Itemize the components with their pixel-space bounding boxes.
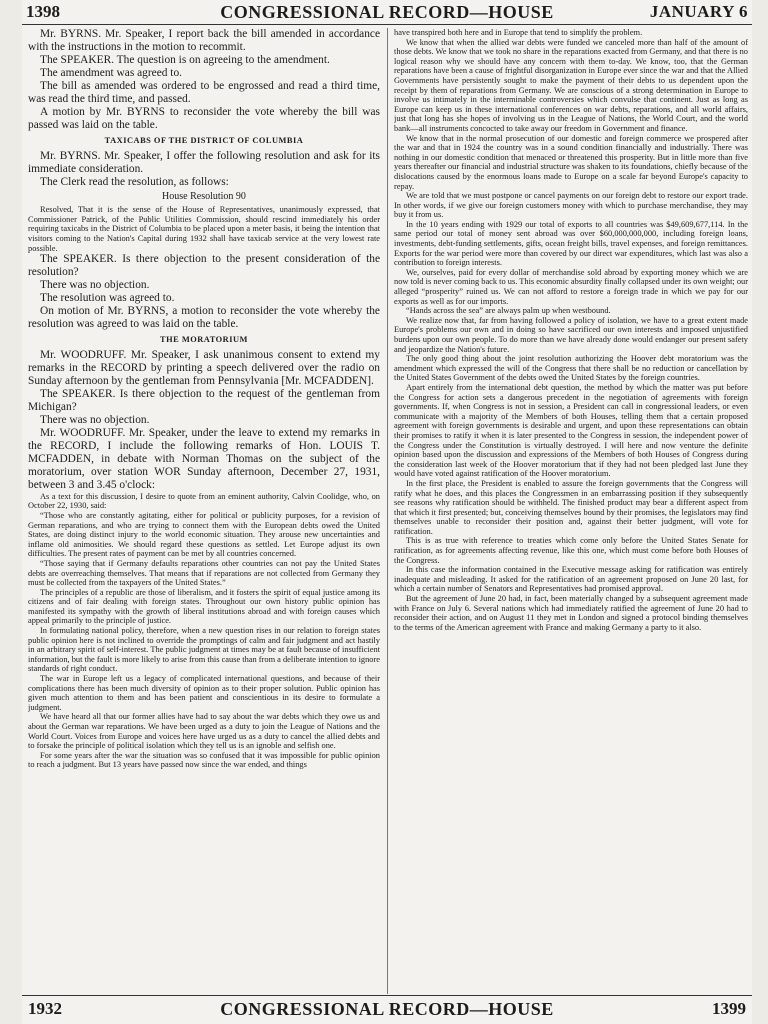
paragraph: “Hands across the sea” are always palm up when westbound. xyxy=(406,306,611,316)
paragraph: For some years after the war the situation was so confused that it was impossible for public opinion to reach a judgment. But 13 years have passed now since the war ended, and things xyxy=(28,750,380,770)
paragraph: have transpired both here and in Europe that tend to simplify the problem. xyxy=(394,28,643,37)
section-heading: THE MORATORIUM xyxy=(160,335,248,345)
paragraph: The principles of a republic are those of liberalism, and it fosters the spirit of equal justice among its citizens and of fair dealing with foreign states. Throughout our own history public opinion has manifested its sympathy with the growth of liberal institutions abroad and with foreign causes which appeal primarily to the principle of justice. xyxy=(28,587,380,626)
paragraph: This is as true with reference to treaties which come only before the United States Senate for ratification, as for agreements affecting revenue, like this one, which must come before both Houses of the Congress. xyxy=(394,536,748,565)
right-column xyxy=(394,28,748,994)
document-page xyxy=(22,0,752,1024)
paragraph: The SPEAKER. Is there objection to the request of the gentleman from Michigan? xyxy=(28,387,380,413)
footer-year: 1932 xyxy=(28,999,62,1018)
paragraph: The amendment was agreed to. xyxy=(40,67,183,79)
paragraph: On motion of Mr. BYRNS, a motion to reconsider the vote whereby the resolution was agreed to was laid on the table. xyxy=(28,305,380,331)
paragraph: There was no objection. xyxy=(40,413,150,426)
paragraph: We have heard all that our former allies have had to say about the war debts which they owe us and about the German war reparations. We have been urged as a duty to join the League of Nations and the World Court. Voices from Europe and voices here have urged us as a duty to cancel the allied debts and to forsake the principle of political isolation which they tell us is an ignoble and selfish one. xyxy=(28,712,380,751)
footer-title: CONGRESSIONAL RECORD—HOUSE xyxy=(220,999,554,1019)
section-heading: TAXICABS OF THE DISTRICT OF COLUMBIA xyxy=(104,136,304,145)
left-column xyxy=(28,28,380,994)
page-footer xyxy=(22,995,752,1024)
paragraph: Mr. WOODRUFF. Mr. Speaker, under the leave to extend my remarks in the RECORD, I include the following remarks of Hon. LOUIS T. MCFADDEN, in debate with Norman Thomas on the subject of the moratorium, over station WOR Sunday afternoon, December 27, 1931, between 3 and 3.45 o'clock: xyxy=(28,426,380,491)
paragraph: There was no objection. xyxy=(40,279,150,292)
paragraph: We are told that we must postpone or cancel payments on our foreign debt to restore our export trade. In other words, if we give our foreign customers money with which to purchase merchandise, they may buy it from us. xyxy=(394,191,748,220)
footer-page-number: 1399 xyxy=(712,999,746,1018)
paragraph: We, ourselves, paid for every dollar of merchandise sold abroad by exporting money which we are now told is never coming back to us. This economic absurdity finally collapsed under its own weight; our alleged “prosperity” ruined us. We can not afford to restore a foreign trade in which we pay for our exports as well as for our imports. xyxy=(394,267,748,306)
paragraph: Mr. BYRNS. Mr. Speaker, I offer the following resolution and ask for its immediate consideration. xyxy=(28,149,380,175)
paragraph: Mr. BYRNS. Mr. Speaker, I report back the bill amended in accordance with the instructions in the motion to recommit. xyxy=(28,28,380,53)
resolution-heading: House Resolution 90 xyxy=(162,190,246,202)
paragraph: In the first place, the President is enabled to assure the foreign governments that the Congress will ratify what he does, and this places the Congressmen in an embarrassing position if they subsequently see reasons why ratification should be withheld. The finished product may bear a different aspect from that which it first presented; but, conceiving themselves bound by their promises, the legislators may find themselves unable to reconsider their position and, against their better judgment, will vote for ratification. xyxy=(394,478,748,536)
paragraph: Resolved, That it is the sense of the House of Representatives, unanimously expressed, that Commissioner Patrick, of the Public Utilities Commission, should rescind immediately his order requiring taxicabs in the District of Columbia to be placed upon a meter basis, it being the intention that visitors coming to the Nation's Capital during 1932 shall have taxicab service at the very lowest rate possible. xyxy=(28,205,380,253)
paragraph: We know that in the normal prosecution of our domestic and foreign commerce we prospered after the war and that in 1924 the country was in a sound condition financially and industrially. There was nothing in our domestic condition that menaced or threatened this prosperity. But in little more than five years thereafter our financial and industrial structure was shaken to its foundations, chiefly because of the dislocations caused by the enormous loans made to Europe on a scale far beyond Europe's capacity to repay. xyxy=(394,133,748,191)
paragraph: Apart entirely from the international debt question, the method by which the matter was put before the Congress for action sets a dangerous precedent in the negotiation of agreements with foreign governments. If, when Congress is not in session, a President can call in congressional leaders, or even communicate with a majority of the Members of both Houses, telling them that a certain proposed agreement with foreign governments is desirable and urgent, and upon these representations can obtain their promises to ratify it when it is later presented to the Congress in session, the independent power of the Congress under the Constitution is virtually destroyed. I will here and now venture the definite opinion based upon the discussion and expressions of the Members of both Houses of Congress during the consideration last week of the Hoover moratorium that if they had not been pledged last June they would have voted against ratification of the Hoover moratorium. xyxy=(394,382,748,479)
paragraph: A motion by Mr. BYRNS to reconsider the vote whereby the bill was passed was laid on the table. xyxy=(28,106,380,131)
header-date: JANUARY 6 xyxy=(649,2,748,21)
paragraph: The resolution was agreed to. xyxy=(40,292,175,305)
paragraph: The war in Europe left us a legacy of complicated international questions, and because of their complications there has been much diversity of opinion as to their proper solution. Public opinion has given much attention to them and has been patient and conscientious in its desire to formulate a judgment. xyxy=(28,674,380,712)
header-title: CONGRESSIONAL RECORD—HOUSE xyxy=(220,2,554,22)
paragraph: As a text for this discussion, I desire to quote from an eminent authority, Calvin Coolidge, who, on October 22, 1930, said: xyxy=(28,491,380,511)
paragraph: In this case the information contained in the Executive message asking for ratification was entirely inadequate and misleading. It asked for the ratification of an agreement proposed on June 20 last, for which a certain number of Senators and Representatives had promised approval. xyxy=(394,565,748,594)
paragraph: The bill as amended was ordered to be engrossed and read a third time, was read the third time, and passed. xyxy=(28,80,380,105)
paragraph: We realize now that, far from having followed a policy of isolation, we have to a great extent made Europe's problems our own and in doing so have sacrificed our own interests and imposed unjustified burdens upon our own people. To do more than we have already done would endanger our present safety and jeopardize the Nation's future. xyxy=(394,315,748,354)
paragraph: But the agreement of June 20 had, in fact, been materially changed by a subsequent agreement made with France on July 6. Several nations which had immediately ratified the agreement of June 20 had to reconsider their action, and on August 11 they met in London and signed a protocol binding themselves to the terms of the American agreement with France and making Germany a party to it also. xyxy=(394,594,748,632)
page-header xyxy=(22,0,752,25)
paragraph: The SPEAKER. The question is on agreeing to the amendment. xyxy=(40,54,330,66)
paragraph: Mr. WOODRUFF. Mr. Speaker, I ask unanimous consent to extend my remarks in the RECORD by printing a speech delivered over the radio on Sunday afternoon by the gentleman from Pennsylvania [Mr. MCFADDEN]. xyxy=(28,348,380,387)
paragraph: We know that when the allied war debts were funded we canceled more than half of the amount of those debts. We know that we took no share in the reparations exacted from Germany, and that there is no logical reason why we should have any concern with them to-day. We know, too, that the German reparations have been a cause of frightful disorganization in Europe ever since the war and that the Allied Governments have persistently sought to make the payment of their debts to us dependent upon the receipt by them of reparations from Germany. We are conscious of a strong determination in Europe to involve us intimately in the interminable controversies which convulse that continent. Just as long as Europe can keep us in these international conferences on war debts, reparations, and all world affairs, just that long has she hopes of involving us in the League of Nations, the World Court, and the world bank—all instruments concocted to take away our freedom in Government and finance. xyxy=(394,37,748,133)
column-divider xyxy=(387,28,388,994)
paragraph: The Clerk read the resolution, as follows: xyxy=(40,175,229,188)
paragraph: “Those saying that if Germany defaults reparations other countries can not pay the United States debts are overreaching themselves. That means that if reparations are not collected from Germany they must be collected from the taxpayers of the United States.” xyxy=(28,558,380,588)
paragraph: In formulating national policy, therefore, when a new question rises in our relation to foreign states public opinion here is not inclined to override the promptings of calm and fair judgment and act hastily in an arbitrary spirit of self-interest. The public judgment at times may be at fault because of insufficient information, but the fault is more likely to arise from this cause than from a deliberate intention to ignore standards of right conduct. xyxy=(28,626,380,674)
paragraph: In the 10 years ending with 1929 our total of exports to all countries was $49,609,677,114. In the same period our total of money sent abroad was over $60,000,000,000, including foreign loans, investments, debt-funding settlements, gifts, ocean freight bills, travel expenses, and foreign remittances. Exports for the war period were more than covered by our direct war expenditures, which last was also a contribution to foreign interests. xyxy=(394,219,748,268)
header-page-number: 1398 xyxy=(26,2,60,21)
paragraph: The only good thing about the joint resolution authorizing the Hoover debt moratorium was the amendment which expressed the will of the Congress that there shall be no reduction or cancellation by the United States Government of the debts owed the United States by the foreign countries. xyxy=(394,354,748,383)
paragraph: “Those who are constantly agitating, either for political or publicity purposes, for a revision of German reparations, and who are trying to connect them with the European debts owed the United States, are doing distinct injury to the world economic situation. They arouse new uncertainties and inflame old animosities. We should regard these questions as settled. Let Europe adjust its own difficulties. The present rates of payment can be met by all countries concerned. xyxy=(28,510,380,559)
paragraph: The SPEAKER. Is there objection to the present consideration of the resolution? xyxy=(28,253,380,279)
